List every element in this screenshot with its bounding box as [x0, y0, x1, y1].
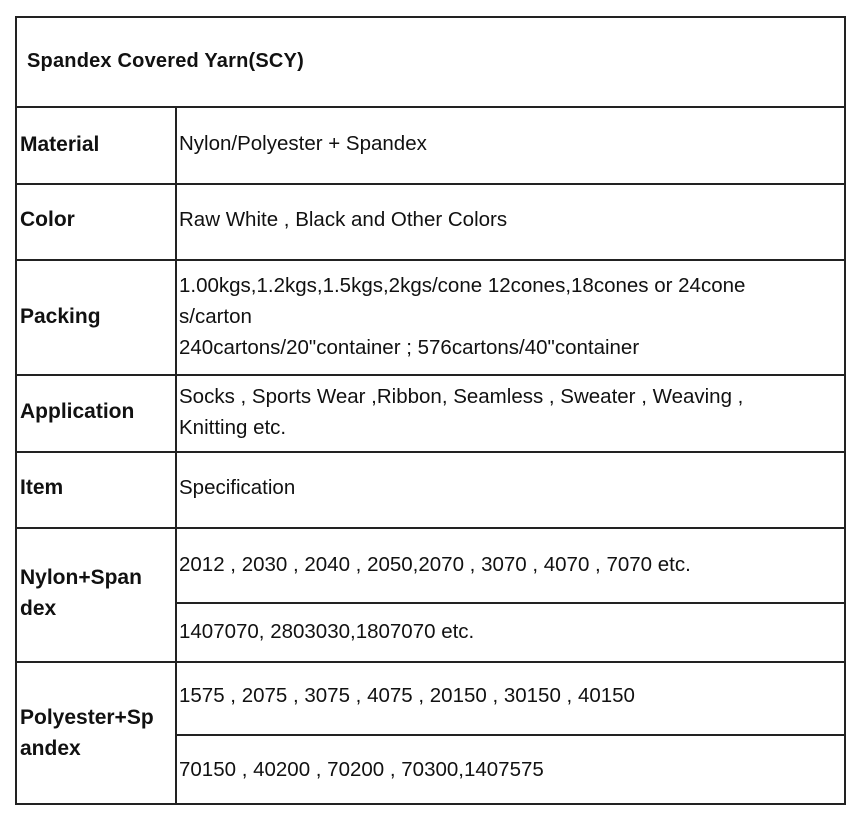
item-value: Specification: [179, 476, 296, 499]
application-line: Knitting etc.: [179, 416, 287, 439]
spec-table: [15, 16, 846, 805]
nylon-spandex-label: Nylon+Span: [20, 566, 142, 589]
row-divider: [17, 183, 844, 185]
packing-label: Packing: [20, 305, 101, 328]
column-divider: [175, 108, 177, 803]
row-divider: [17, 374, 844, 376]
application-label: Application: [20, 400, 135, 423]
polyester-spandex-label: Polyester+Sp: [20, 706, 154, 729]
polyester-spec: 1575 , 2075 , 3075 , 4075 , 20150 , 30150 , 40150: [179, 684, 635, 707]
sub-row-divider: [175, 602, 844, 604]
row-divider: [17, 661, 844, 663]
application-line: Socks , Sports Wear ,Ribbon, Seamless , Sweater , Weaving ,: [179, 385, 744, 408]
row-divider: [17, 527, 844, 529]
material-label: Material: [20, 133, 100, 156]
polyester-spec: 70150 , 40200 , 70200 , 70300,1407575: [179, 758, 544, 781]
table-title: Spandex Covered Yarn(SCY): [27, 50, 304, 72]
polyester-spandex-label: andex: [20, 737, 81, 760]
nylon-spec: 1407070, 2803030,1807070 etc.: [179, 620, 475, 643]
table-title-row: [17, 18, 844, 108]
packing-line: s/carton: [179, 305, 252, 328]
packing-line: 1.00kgs,1.2kgs,1.5kgs,2kgs/cone 12cones,18cones or 24cone: [179, 274, 746, 297]
row-divider: [17, 259, 844, 261]
nylon-spec: 2012 , 2030 , 2040 , 2050,2070 , 3070 , 4070 , 7070 etc.: [179, 553, 691, 576]
item-label: Item: [20, 476, 64, 499]
material-value: Nylon/Polyester + Spandex: [179, 132, 427, 155]
sub-row-divider: [175, 734, 844, 736]
color-label: Color: [20, 208, 75, 231]
nylon-spandex-label: dex: [20, 597, 57, 620]
color-value: Raw White , Black and Other Colors: [179, 208, 508, 231]
row-divider: [17, 451, 844, 453]
packing-line: 240cartons/20"container ; 576cartons/40"container: [179, 336, 640, 359]
